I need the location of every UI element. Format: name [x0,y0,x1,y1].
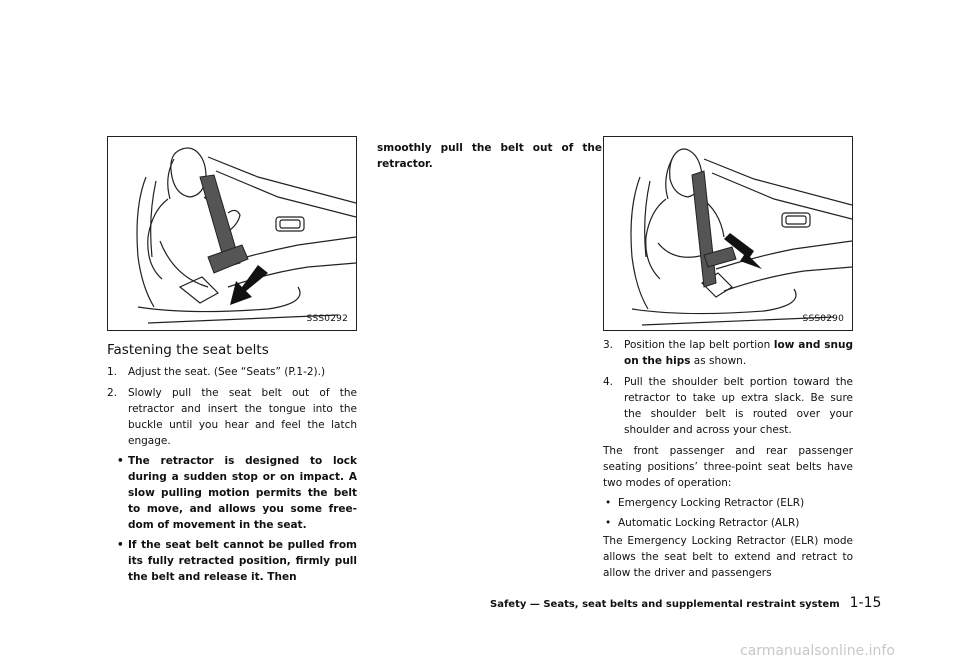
page-footer [490,595,882,611]
step-1 [107,364,357,380]
bullet-text: The retractor is designed to lock during a sudden stop or on impact. A slow pulling motion permits the belt to move, and allows you some free-dom of movement in the seat. [128,455,357,531]
bullet-icon: • [117,539,124,551]
paragraph: The Emergency Locking Retractor (ELR) mode allows the seat belt to extend and retract to allow the driver and passengers [603,535,853,579]
bullet-icon: • [117,455,124,467]
footer-section-title: Safety — Seats, seat belts and supplemental restraint system [490,599,840,610]
step-text: Position the lap belt portion [624,339,774,351]
text-column-1 [107,341,357,585]
step-emphasis: low and snug on the hips [624,339,853,367]
bullet-icon: • [605,497,612,509]
step-number: 2. [107,387,118,399]
bullet-text: If the seat belt cannot be pulled from its fully retracted position, firmly pull the belt and release it. Then [128,539,357,583]
seatbelt-fastening-drawing [108,137,356,330]
step-number: 1. [107,366,118,378]
figure-code: SSS0292 [306,314,348,324]
paragraph: The front passenger and rear passenger seating positions’ three-point seat belts have two modes of operation: [603,445,853,489]
step-2 [107,385,357,449]
step-text: as shown. [690,355,747,367]
step-number: 3. [603,339,614,351]
step-4 [603,374,853,438]
lap-belt-positioning-drawing [604,137,852,330]
watermark: carmanualsonline.info [740,643,895,659]
step-text: Slowly pull the seat belt out of the retractor and insert the tongue into the buckle until you hear and feel the latch engage. [128,387,357,447]
step-text: Pull the shoulder belt portion toward the retractor to take up extra slack. Be sure the shoulder belt is routed over your shoulder and across your chest. [624,376,853,436]
mode-item [603,515,853,531]
section-heading: Fastening the seat belts [107,342,269,358]
seatbelt-illustration-2 [603,136,853,331]
bullet-icon: • [605,517,612,529]
seatbelt-illustration-1 [107,136,357,331]
figure-code: SSS0290 [802,314,844,324]
step-number: 4. [603,376,614,388]
mode-text: Emergency Locking Retractor (ELR) [618,497,805,509]
text-column-3 [603,337,853,581]
step-text: Adjust the seat. (See “Seats” (P.1-2).) [128,366,326,378]
bullet-item [107,453,357,533]
mode-text: Automatic Locking Retractor (ALR) [618,517,800,529]
page-number: 1-15 [849,595,882,611]
text-column-2 [356,140,602,172]
bullet-continuation: smoothly pull the belt out of the retractor. [377,142,602,170]
bullet-item [107,537,357,585]
step-3 [603,337,853,369]
mode-item [603,495,853,511]
